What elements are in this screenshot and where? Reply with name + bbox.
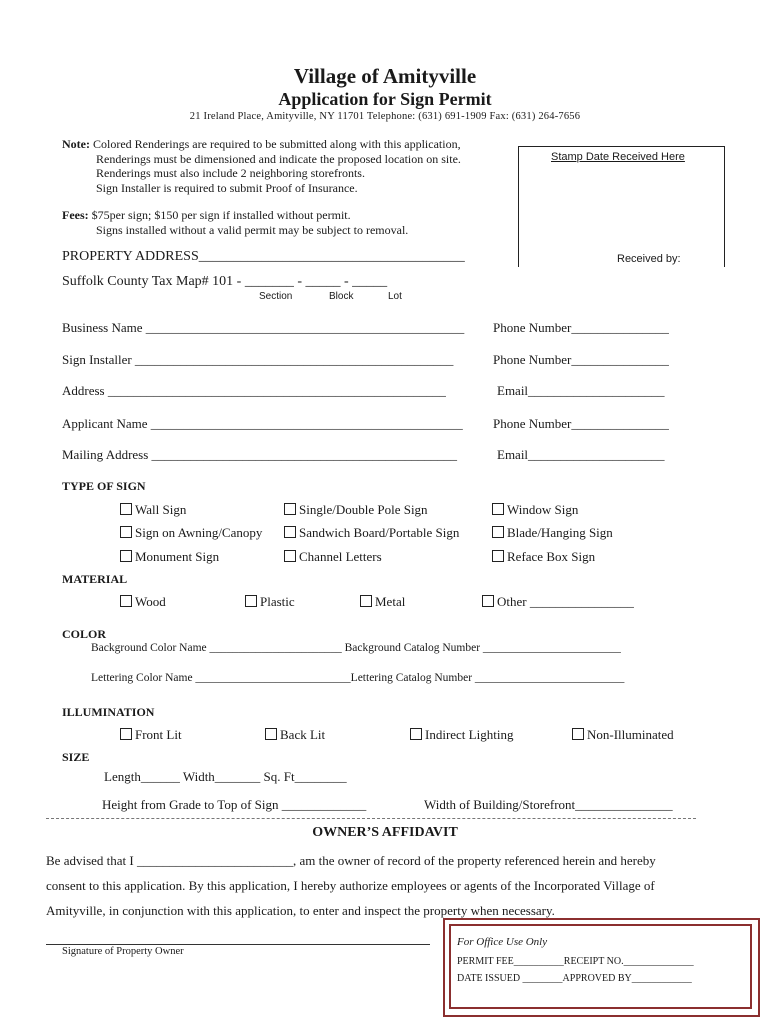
option-plastic[interactable] — [245, 594, 295, 610]
option-wall-sign[interactable] — [120, 502, 186, 518]
signature-line[interactable] — [46, 944, 430, 945]
wall-sign-checkbox[interactable] — [120, 503, 132, 515]
address-field[interactable]: Address ____________________________________________________ — [62, 383, 446, 398]
note-text-1: Colored Renderings are required to be submitted along with this application, — [89, 137, 461, 151]
channel-letters-checkbox[interactable] — [284, 550, 296, 562]
color-heading: COLOR — [62, 627, 107, 641]
plastic-label: Plastic — [260, 594, 295, 609]
option-window-sign[interactable] — [492, 502, 578, 518]
pole-sign-checkbox[interactable] — [284, 503, 296, 515]
non-illuminated-checkbox[interactable] — [572, 728, 584, 740]
front-lit-checkbox[interactable] — [120, 728, 132, 740]
back-lit-checkbox[interactable] — [265, 728, 277, 740]
type-of-sign-heading: TYPE OF SIGN — [62, 479, 146, 493]
channel-letters-label: Channel Letters — [299, 549, 382, 564]
option-sandwich-board[interactable] — [284, 525, 459, 541]
note-line-1 — [62, 137, 461, 152]
option-awning-sign[interactable] — [120, 525, 262, 541]
office-address: 21 Ireland Place, Amityville, NY 11701 Telephone: (631) 691-1909 Fax: (631) 264-7656 — [189, 111, 581, 122]
received-by-label: Received by: — [617, 253, 681, 265]
background-color-field[interactable]: Background Color Name _______________________ Background Catalog Number ________________________ — [91, 642, 621, 654]
mailing-address-field[interactable]: Mailing Address _______________________________________________ — [62, 447, 458, 462]
sandwich-board-checkbox[interactable] — [284, 526, 296, 538]
option-blade-sign[interactable] — [492, 525, 613, 541]
pole-sign-label: Single/Double Pole Sign — [299, 502, 428, 517]
fees-text-1: $75per sign; $150 per sign if installed without permit. — [88, 208, 351, 222]
block-label: Block — [329, 291, 354, 302]
stamp-title: Stamp Date Received Here — [551, 151, 685, 163]
other-label: Other ________________ — [497, 594, 634, 609]
signature-label: Signature of Property Owner — [62, 946, 184, 957]
material-heading: MATERIAL — [62, 572, 128, 586]
wood-checkbox[interactable] — [120, 595, 132, 607]
option-pole-sign[interactable] — [284, 502, 428, 518]
wood-label: Wood — [135, 594, 166, 609]
monument-sign-label: Monument Sign — [135, 549, 220, 564]
note-line-3: Renderings must also include 2 neighboring storefronts. — [96, 166, 365, 180]
front-lit-label: Front Lit — [135, 727, 182, 742]
sign-installer-field[interactable]: Sign Installer _________________________________________________ — [62, 352, 454, 367]
tax-map-field[interactable]: Suffolk County Tax Map# 101 - _______ - _____ - _____ — [62, 274, 388, 289]
page-subtitle: Application for Sign Permit — [278, 89, 492, 109]
affidavit-line-1[interactable]: Be advised that I ________________________, am the owner of record of the property referenced herein and hereby — [46, 853, 656, 868]
non-illuminated-label: Non-Illuminated — [587, 727, 674, 742]
note-line-4: Sign Installer is required to submit Proof of Insurance. — [96, 181, 358, 195]
lettering-color-field[interactable]: Lettering Color Name ___________________________Lettering Catalog Number __________________________ — [91, 672, 625, 684]
wall-sign-label: Wall Sign — [135, 502, 187, 517]
illumination-heading: ILLUMINATION — [62, 705, 155, 719]
height-from-grade-field[interactable]: Height from Grade to Top of Sign _____________ — [102, 797, 367, 812]
option-non-illuminated[interactable] — [572, 727, 674, 743]
size-heading: SIZE — [62, 750, 90, 764]
date-issued-field[interactable]: DATE ISSUED ________APPROVED BY____________ — [457, 973, 692, 984]
fees-line-1 — [62, 208, 351, 223]
window-sign-label: Window Sign — [507, 502, 579, 517]
option-back-lit[interactable] — [265, 727, 325, 743]
option-front-lit[interactable] — [120, 727, 182, 743]
note-label: Note: — [62, 137, 90, 151]
building-width-field[interactable]: Width of Building/Storefront_______________ — [424, 797, 673, 812]
metal-checkbox[interactable] — [360, 595, 372, 607]
option-channel-letters[interactable] — [284, 549, 382, 565]
other-checkbox[interactable] — [482, 595, 494, 607]
note-line-2: Renderings must be dimensioned and indicate the proposed location on site. — [96, 152, 461, 166]
size-dimensions-field[interactable]: Length______ Width_______ Sq. Ft________ — [104, 769, 347, 784]
affidavit-line-2: consent to this application. By this application, I hereby authorize employees or agents of the Incorporated Village of — [46, 878, 655, 893]
indirect-lighting-checkbox[interactable] — [410, 728, 422, 740]
metal-label: Metal — [375, 594, 406, 609]
option-monument-sign[interactable] — [120, 549, 219, 565]
business-name-field[interactable]: Business Name _________________________________________________ — [62, 320, 465, 335]
reface-box-label: Reface Box Sign — [507, 549, 596, 564]
permit-fee-field[interactable]: PERMIT FEE__________RECEIPT NO.______________ — [457, 956, 694, 967]
option-wood[interactable] — [120, 594, 166, 610]
fees-label: Fees: — [62, 208, 89, 222]
awning-sign-label: Sign on Awning/Canopy — [135, 525, 263, 540]
option-reface-box[interactable] — [492, 549, 595, 565]
option-other[interactable] — [482, 594, 634, 610]
awning-sign-checkbox[interactable] — [120, 526, 132, 538]
option-metal[interactable] — [360, 594, 405, 610]
blade-sign-label: Blade/Hanging Sign — [507, 525, 613, 540]
office-use-title: For Office Use Only — [457, 936, 548, 948]
address-email-field[interactable]: Email_____________________ — [497, 383, 665, 398]
property-address-field[interactable]: PROPERTY ADDRESS______________________________________ — [62, 249, 465, 264]
fees-line-2: Signs installed without a valid permit may be subject to removal. — [96, 223, 409, 237]
affidavit-line-3: Amityville, in conjunction with this application, to enter and inspect the property when necessary. — [46, 903, 555, 918]
applicant-phone-field[interactable]: Phone Number_______________ — [493, 416, 669, 431]
option-indirect-lighting[interactable] — [410, 727, 513, 743]
blade-sign-checkbox[interactable] — [492, 526, 504, 538]
mailing-email-field[interactable]: Email_____________________ — [497, 447, 665, 462]
plastic-checkbox[interactable] — [245, 595, 257, 607]
affidavit-title: OWNER’S AFFIDAVIT — [312, 825, 458, 840]
monument-sign-checkbox[interactable] — [120, 550, 132, 562]
section-label: Section — [259, 291, 293, 302]
business-phone-field[interactable]: Phone Number_______________ — [493, 320, 669, 335]
indirect-lighting-label: Indirect Lighting — [425, 727, 514, 742]
lot-label: Lot — [388, 291, 402, 302]
page-title: Village of Amityville — [293, 64, 477, 88]
reface-box-checkbox[interactable] — [492, 550, 504, 562]
back-lit-label: Back Lit — [280, 727, 326, 742]
installer-phone-field[interactable]: Phone Number_______________ — [493, 352, 669, 367]
applicant-name-field[interactable]: Applicant Name ________________________________________________ — [62, 416, 463, 431]
sandwich-board-label: Sandwich Board/Portable Sign — [299, 525, 460, 540]
window-sign-checkbox[interactable] — [492, 503, 504, 515]
stamp-box — [518, 146, 725, 267]
section-divider — [46, 818, 696, 819]
